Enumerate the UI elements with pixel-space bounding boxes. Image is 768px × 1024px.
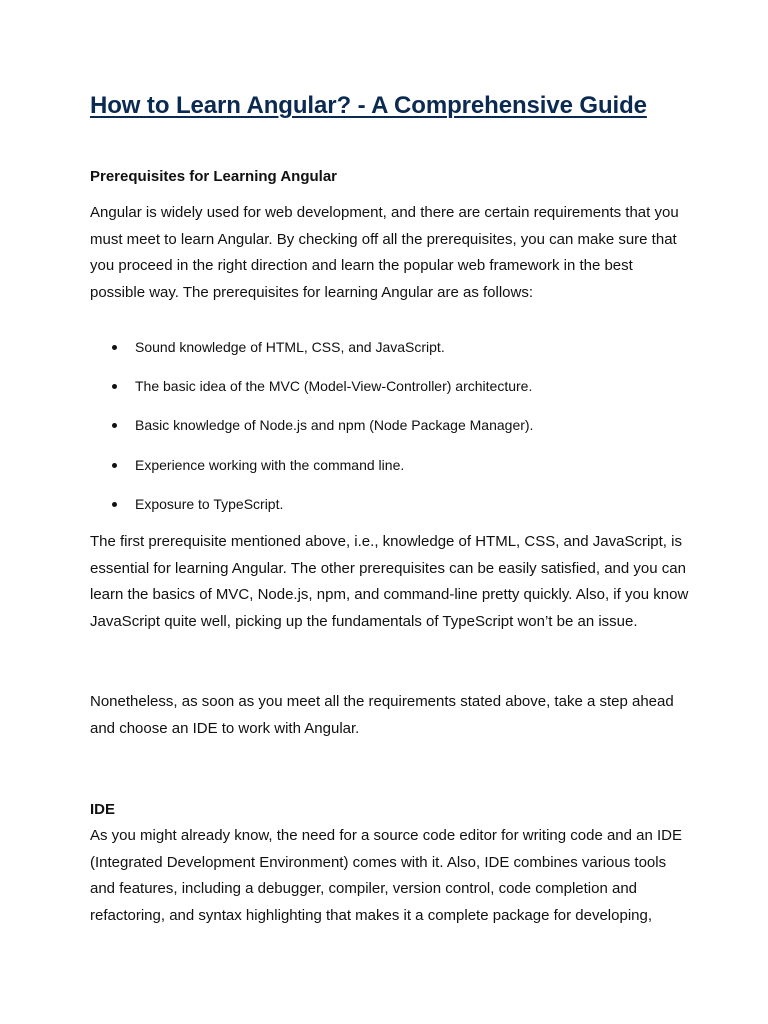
list-item bbox=[90, 377, 533, 416]
list-item-text: The basic idea of the MVC (Model-View-Controller) architecture. bbox=[135, 378, 533, 395]
section-heading-prerequisites: Prerequisites for Learning Angular bbox=[90, 168, 337, 185]
prerequisites-followup-paragraph: The first prerequisite mentioned above, i.e., knowledge of HTML, CSS, and JavaScript, is essential for learning Angular. The other prerequisites can be easily satisfied, and you can learn the basics of MVC, Node.js, npm, and command-line pretty quickly. Also, if you know JavaScript quite well, picking up the fundamentals of TypeScript won’t be an issue. bbox=[90, 533, 689, 630]
ide-paragraph: As you might already know, the need for a source code editor for writing code and an IDE (Integrated Development Environment) comes with it. Also, IDE combines various tools and features, including a debugger, compiler, version control, code completion and refactoring, and syntax highlighting that makes it a complete package for developing, bbox=[90, 827, 683, 924]
list-item-text: Basic knowledge of Node.js and npm (Node Package Manager). bbox=[135, 417, 534, 434]
bullet-icon bbox=[112, 345, 117, 350]
list-item-text: Sound knowledge of HTML, CSS, and JavaScript. bbox=[135, 339, 445, 355]
prerequisites-intro-paragraph: Angular is widely used for web development, and there are certain requirements that you must meet to learn Angular. By checking off all the prerequisites, you can make sure that you proceed in the right direction and learn the popular web framework in the best possible way. The prerequisites for learning Angular are as follows: bbox=[90, 204, 679, 301]
prerequisites-list bbox=[90, 338, 533, 534]
bullet-icon bbox=[112, 384, 117, 389]
list-item-text: Exposure to TypeScript. bbox=[135, 495, 284, 512]
section-heading-ide: IDE bbox=[90, 801, 116, 818]
bullet-icon bbox=[112, 463, 117, 468]
list-item bbox=[90, 456, 533, 495]
bullet-icon bbox=[112, 423, 117, 428]
list-item bbox=[90, 416, 533, 455]
list-item bbox=[90, 338, 533, 377]
page-title: How to Learn Angular? - A Comprehensive Guide bbox=[90, 92, 647, 119]
list-item-text: Experience working with the command line. bbox=[135, 456, 405, 473]
prerequisites-closing-paragraph: Nonetheless, as soon as you meet all the requirements stated above, take a step ahead and choose an IDE to work with Angular. bbox=[90, 693, 674, 737]
bullet-icon bbox=[112, 502, 117, 507]
